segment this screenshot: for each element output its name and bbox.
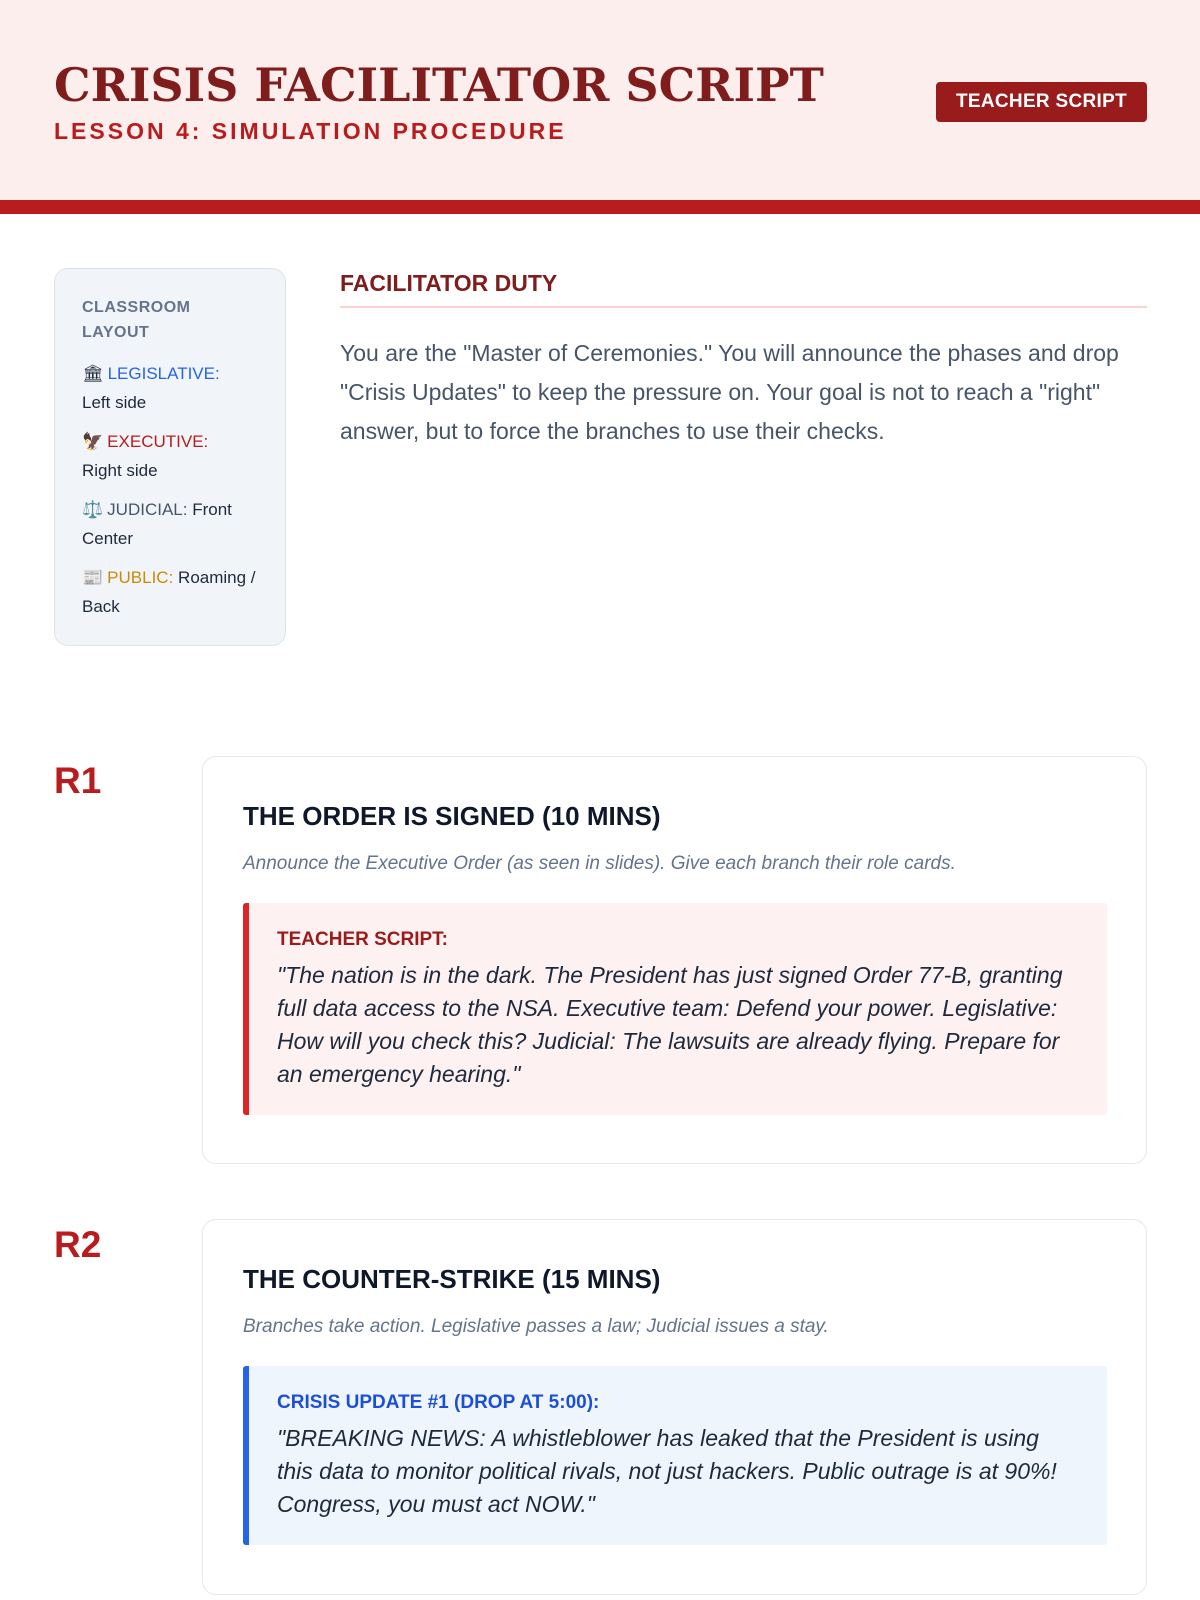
eagle-icon: 🦅 [82,432,104,451]
round-title: THE COUNTER-STRIKE (15 MINS) [243,1264,661,1294]
crisis-update-label: CRISIS UPDATE #1 (DROP AT 5:00): [277,1392,600,1413]
page-header [0,0,1200,200]
teacher-script-badge: TEACHER SCRIPT [936,82,1147,122]
layout-label-executive: EXECUTIVE: [107,432,209,451]
round-card-r2 [202,1219,1147,1595]
round-label-r1: R1 [54,760,102,801]
scales-icon: ⚖️ [82,500,104,519]
layout-value-executive: Right side [82,461,158,480]
crisis-update-text: "BREAKING NEWS: A whistleblower has leaked that the President is using this data to monitor political rivals, not just hackers. Public outrage is at 90%! Congress, you must act NOW." [277,1425,1057,1517]
page-title: CRISIS FACILITATOR SCRIPT [54,58,824,112]
script-text: "The nation is in the dark. The President has just signed Order 77-B, granting full data access to the NSA. Executive team: Defend your power. Legislative: How will you check this? Judicial: The lawsuits are already flying. Prepare for an emergency hearing." [277,962,1063,1087]
facilitator-duty-text: You are the "Master of Ceremonies." You will announce the phases and drop "Crisis Updates" to keep the pressure on. Your goal is not to reach a "right" answer, but to force the branches to use their checks. [340,340,1119,444]
round-title: THE ORDER IS SIGNED (10 MINS) [243,801,661,831]
layout-item-public [82,563,265,621]
script-label: TEACHER SCRIPT: [277,929,449,950]
layout-label-legislative: LEGISLATIVE: [107,364,220,383]
layout-value-legislative: Left side [82,393,147,412]
classroom-layout-card [54,268,286,646]
crisis-update-box [243,1366,1107,1545]
teacher-script-box [243,903,1107,1115]
layout-item-legislative [82,359,265,417]
layout-label-public: PUBLIC: [107,568,174,587]
round-card-r1 [202,756,1147,1164]
layout-item-executive [82,427,265,485]
layout-label-judicial: JUDICIAL: [107,500,188,519]
layout-item-judicial [82,495,265,553]
facilitator-duty-heading: FACILITATOR DUTY [340,268,1147,308]
round-label-r2: R2 [54,1224,102,1265]
layout-value-judicial: Front Center [82,500,232,548]
page-subtitle: LESSON 4: SIMULATION PROCEDURE [54,118,567,144]
layout-value-public: Roaming / Back [82,568,256,616]
capitol-icon: 🏛 [82,364,104,383]
header-divider [0,200,1200,214]
round-description: Announce the Executive Order (as seen in slides). Give each branch their role cards. [243,853,956,874]
newspaper-icon: 📰 [82,568,104,587]
round-description: Branches take action. Legislative passes a law; Judicial issues a stay. [243,1316,829,1337]
layout-heading: CLASSROOM LAYOUT [82,299,191,341]
